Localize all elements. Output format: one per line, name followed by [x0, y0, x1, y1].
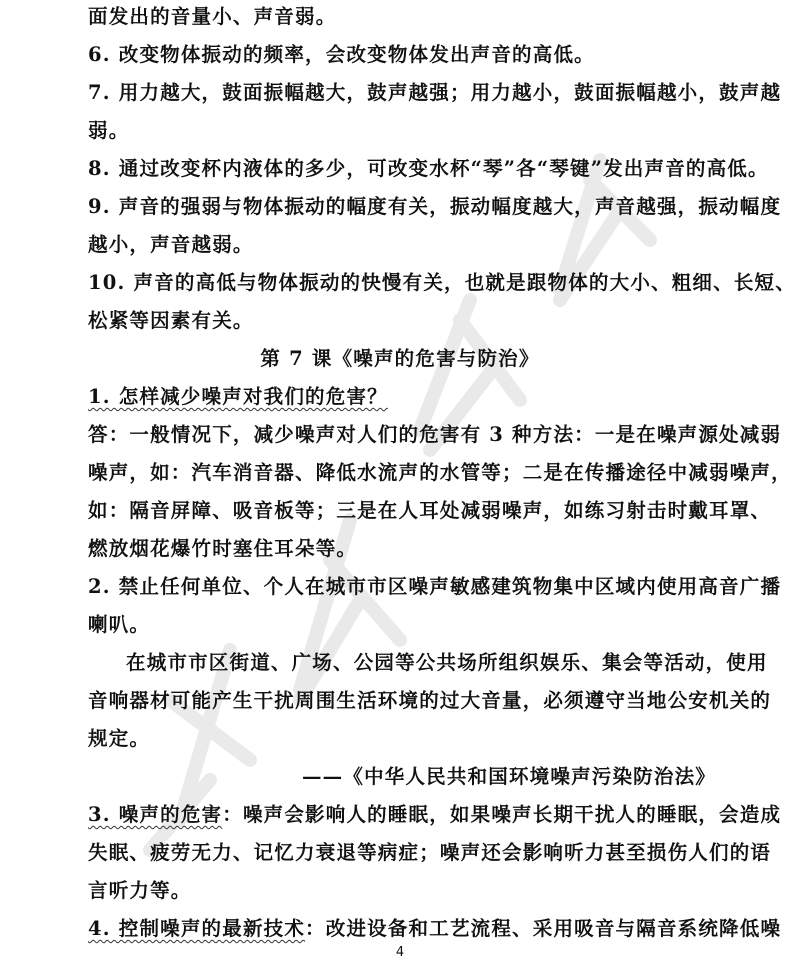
text-line-7a: 7. 用力越大，鼓面振幅越大，鼓声越强；用力越小，鼓面振幅越小，鼓声越 — [88, 81, 782, 104]
answer-1-line-1: 答：一般情况下，减少噪声对人们的危害有 3 种方法：一是在噪声源处减弱 — [88, 423, 782, 446]
item-3-line-2: 失眠、疲劳无力、记忆力衰退等病症；噪声还会影响听力甚至损伤人们的语 — [88, 841, 772, 864]
answer-1-line-2: 噪声，如：汽车消音器、降低水流声的水管等；二是在传播途径中减弱噪声， — [88, 461, 792, 484]
text-line-9b: 越小，声音越弱。 — [88, 233, 254, 256]
question-1 — [88, 384, 728, 410]
lesson-title: 第 7 课《噪声的危害与防治》 — [260, 347, 540, 370]
quote-line-1: 在城市市区街道、广场、公园等公共场所组织娱乐、集会等活动，使用 — [126, 651, 768, 674]
answer-1-line-3: 如：隔音屏障、吸音板等；三是在人耳处减弱噪声，如练习射击时戴耳罩、 — [88, 499, 772, 522]
item-3-line-1 — [88, 802, 782, 828]
item-2-line-2: 喇叭。 — [88, 613, 151, 636]
text-line-10a: 10. 声音的高低与物体振动的快慢有关，也就是跟物体的大小、粗细、长短、 — [88, 271, 796, 294]
quote-line-2: 音响器材可能产生干扰周围生活环境的过大音量，必须遵守当地公安机关的 — [88, 689, 772, 712]
quote-line-3: 规定。 — [88, 727, 151, 750]
page-number: 4 — [395, 945, 405, 960]
text-line-7b: 弱。 — [88, 119, 130, 142]
item-4-label: 4. 控制噪声的最新技术 — [88, 917, 306, 940]
quote-source: ——《中华人民共和国环境噪声污染防治法》 — [301, 765, 716, 788]
item-3-line-3: 言听力等。 — [88, 879, 192, 902]
text-line-8: 8. 通过改变杯内液体的多少，可改变水杯“琴”各“琴键”发出声音的高低。 — [88, 157, 769, 180]
item-4-text: ：改进设备和工艺流程、采用吸音与隔音系统降低噪 — [305, 917, 782, 940]
item-3-label: 3. 噪声的危害 — [88, 803, 223, 826]
question-1-text: 1. 怎样减少噪声对我们的危害？ — [88, 385, 388, 408]
item-2-line-1: 2. 禁止任何单位、个人在城市市区噪声敏感建筑物集中区域内使用高音广播 — [88, 575, 782, 598]
text-line-10b: 松紧等因素有关。 — [88, 309, 254, 332]
answer-1-line-4: 燃放烟花爆竹时塞住耳朵等。 — [88, 537, 358, 560]
item-4-line-1 — [88, 916, 782, 942]
text-line-9a: 9. 声音的强弱与物体振动的幅度有关，振动幅度越大，声音越强，振动幅度 — [88, 195, 782, 218]
text-line-6: 6. 改变物体振动的频率，会改变物体发出声音的高低。 — [88, 43, 595, 66]
item-3-text: ：噪声会影响人的睡眠，如果噪声长期干扰人的睡眠，会造成 — [222, 803, 782, 826]
text-line-1: 面发出的音量小、声音弱。 — [88, 5, 337, 28]
